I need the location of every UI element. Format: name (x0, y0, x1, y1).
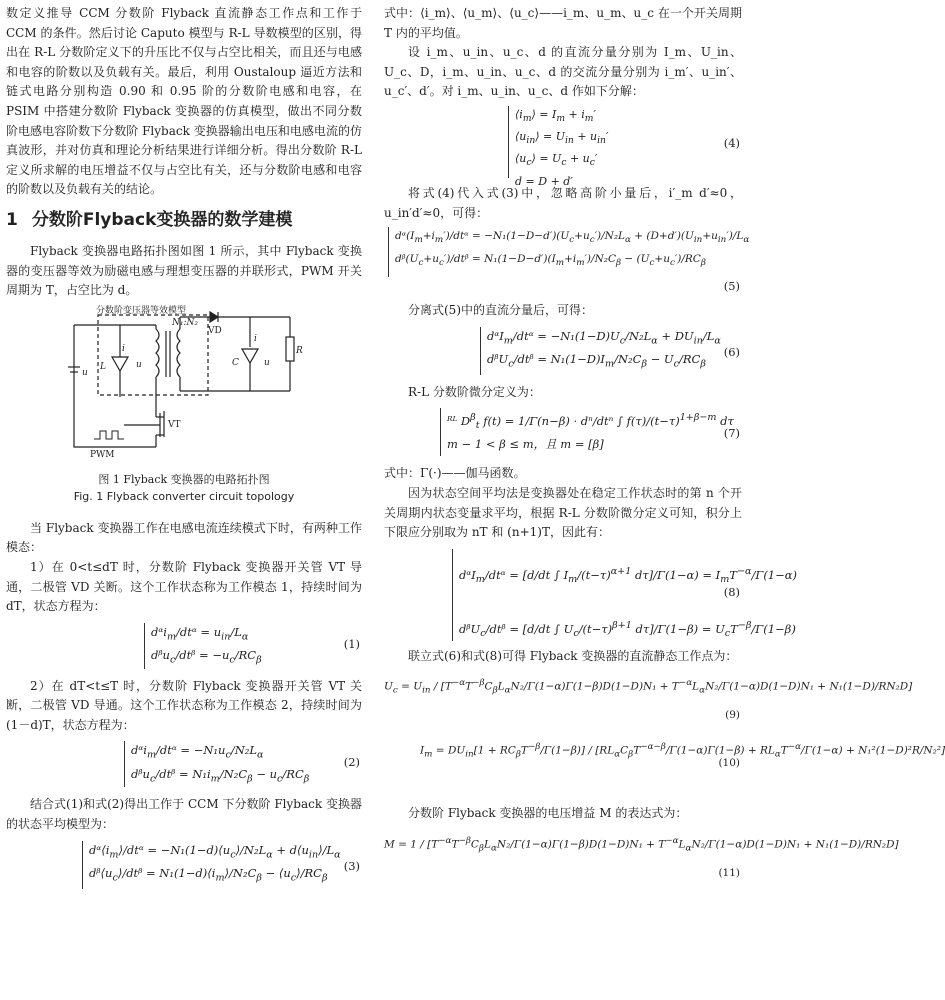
equation-number: (8) (723, 584, 740, 599)
paragraph-average: 结合式(1)和式(2)得出工作于 CCM 下分数阶 Flyback 变换器的状态平均模型为： (6, 797, 362, 832)
um-label: u (136, 359, 142, 370)
diode-label: VD (208, 325, 222, 336)
paragraph-modes: 当 Flyback 变换器工作在电感电流连续模式下时，有两种工作模态： (6, 520, 362, 555)
equation-10: $I_m = DU_{in}[1 + RC_\beta T^{-\beta}/\Gamma(1-\beta)] / [RL_\alpha C_\beta T^{-\alpha-\beta}/\Gamma(1-\alpha)\Gamma(1-\beta) + RL_\alpha T^{-\alpha}/\Gamma(1-\alpha) + N_1^2(1-D)^2R/N_2^2]$ (10) (384, 728, 742, 802)
equation-number: (4) (723, 135, 740, 150)
section-number: 1 (6, 209, 18, 230)
paragraph-mode1: 1）在 0<t≤dT 时，分数阶 Flyback 变换器开关管 VT 导通，二极管 VD 关断。这个工作状态称为工作模态 1，持续时间为 dT，状态方程为： (6, 559, 362, 614)
equation-2: dᵅi$_m$/dtᵅ = $-N_1u_c/N_2L_\alpha$ dᵝu$_c$/dtᵝ = $N_1i_m/N_2C_\beta - u_c/RC_\beta$ (2) (6, 739, 362, 791)
la-label: L (100, 361, 106, 372)
section-heading (6, 208, 362, 232)
circuit-diagram (60, 305, 303, 465)
equation-1: dᵅi$_m$/dtᵅ = $u_{in}/L_\alpha$ dᵝu$_c$/dtᵝ = $-u_c/RC_\beta$ (1) (6, 621, 362, 673)
equation-5: $dᵅ(I_m+i_m')$/dtᵅ = $-N_1(1-D-d')(U_c+u_c')/N_2L_\alpha + (D+d')(U_{in}+u_{in}')/L_\alpha$ $dᵝ(U_c+u_c')$/dtᵝ = $N_1(1-D-d')(I_m+i_m')/N_2C_\beta - (U_c+u_c')/RC_\beta$ (5) (384, 225, 742, 299)
intro-paragraph: 数定义推导 CCM 分数阶 Flyback 直流静态工作点和工作于 CCM 的条件。然后讨论 Caputo 模型与 R-L 导数模型的区别，得出在 R-L 分数阶定义下的升压比不仅与占空比相关，而且还与电感和电容的阶数以及负载有关。最后，利用 Oustaloup 逼近方法和链式电路分别构造 0.90 和 0.95 阶的分数阶电感和电容，在 PSIM 中搭建分数阶 Flyback 变换器的仿真模型，做出不同分数阶电感电容阶数下分数阶 Flyback 变换器输出电压和电感电流的仿真波形，并对仿真和理论分析结果进行详细分析。得出分数阶 R-L 定义所求解的电压增益不仅与占空比有关，还与分数阶电感和电容的阶数以及负载有关的结论。 (6, 6, 362, 197)
turns-ratio-label: N₁:N₂ (172, 317, 198, 328)
figure-caption-cn: 图 1 Flyback 变换器的电路拓扑图 (98, 472, 270, 486)
section-title: 分数阶Flyback变换器的数学建模 (31, 209, 293, 230)
equation-8: dᵅI$_m$/dtᵅ = [d/dt ∫ $I_m/(t-\tau)^{\alpha+1}$ $d\tau]/\Gamma(1-\alpha) = I_mT^{-\alpha}/\Gamma(1-\alpha)$ dᵝU$_c$/dtᵝ = [d/dt ∫ $U_c/(t-\tau)^{\beta+1}$ $d\tau]/\Gamma(1-\beta) = U_cT^{-\beta}/\Gamma(1-\beta)$ (8) (384, 545, 742, 645)
equation-number: (2) (343, 755, 360, 770)
equation-6: dᵅI$_m$/dtᵅ = $-N_1(1-D)U_c/N_2L_\alpha + DU_{in}/L_\alpha$ dᵝU$_c$/dtᵝ = $N_1(1-D)I_m/N_2C_\beta - U_c/RC_\beta$ (6) (384, 323, 742, 381)
equation-number: (11) (718, 866, 740, 879)
equation-9: $U_c = U_{in} / [T^{-\alpha}T^{-\beta}C_\beta L_\alpha N_2/\Gamma(1-\alpha)\Gamma(1-\beta)D(1-D)N_1 + T^{-\alpha}L_\alpha N_2/\Gamma(1-\alpha)D(1-D)N_1 + N_1(1-D)/RN_2D]$ (9) (384, 668, 742, 726)
cb-label: C (232, 357, 239, 368)
resistor-label: R (296, 345, 303, 356)
paragraph-gamma: 式中：Γ(·)——伽马函数。 (384, 466, 526, 481)
equation-4: $⟨i_m⟩ = I_m + i_m'$ $⟨u_{in}⟩ = U_{in} + u_{in}'$ $⟨u_c⟩ = U_c + u_c'$ d = D + d′ (4) (384, 104, 742, 182)
uin-label: u (82, 367, 88, 378)
equation-number: (6) (723, 344, 740, 359)
equation-number: (3) (343, 858, 360, 873)
equation-number: (10) (718, 757, 740, 770)
paragraph-gain: 分数阶 Flyback 变换器的电压增益 M 的表达式为： (408, 806, 688, 821)
paragraph-limits: 因为状态空间平均法是变换器处在稳定工作状态时的第 n 个开关周期内状态变量求平均，根据 R-L 分数阶微分定义可知，积分上下限应分别取为 nT 和 (n+1)T，因此有： (384, 485, 742, 540)
equation-number: (5) (723, 279, 740, 294)
paragraph-topology: Flyback 变换器电路拓扑图如图 1 所示，其中 Flyback 变换器的变压器等效为励磁电感与理想变压器的并联形式，PWM 开关周期为 T，占空比为 d。 (6, 243, 362, 298)
ic-label: i (254, 333, 257, 344)
equation-11: $M = 1 / [T^{-\alpha}T^{-\beta}C_\beta L_\alpha N_2/\Gamma(1-\alpha)\Gamma(1-\beta)D(1-D)N_1 + T^{-\alpha}L_\alpha N_2/\Gamma(1-\alpha)D(1-D)N_1 + N_1(1-D)/RN_2D]$ (11) (384, 826, 742, 884)
figure-circuit (6, 307, 362, 467)
uc-label: u (264, 357, 270, 368)
equation-number: (9) (725, 709, 740, 722)
transformer-box-label: 分数阶变压器等效模型 (96, 305, 187, 316)
paragraph-mode2: 2）在 dT<t≤T 时，分数阶 Flyback 变换器开关管 VT 关断，二极管 VD 导通。这个工作状态称为工作模态 2，持续时间为 (1－d)T，状态方程为： (6, 678, 362, 732)
paragraph-combine: 联立式(6)和式(8)可得 Flyback 变换器的直流静态工作点为： (408, 648, 738, 663)
equation-7: ᴿᴸ $D^\beta_t$ f(t) = 1/Γ(n−β) · dⁿ/dtⁿ ∫ $f(\tau)/(t-\tau)^{1+\beta-m}$ dτ m − 1 < β ≤ m，且 m = [β] (7) (384, 404, 742, 462)
figure-caption-en: Fig. 1 Flyback converter circuit topology (73, 489, 295, 503)
im-label: i (122, 343, 125, 354)
paragraph-rl: R-L 分数阶微分定义为： (408, 384, 541, 399)
equation-number: (7) (723, 426, 740, 441)
switch-label: VT (168, 419, 181, 430)
paragraph-decompose: 设 i_m、u_in、u_c、d 的直流分量分别为 I_m、U_in、U_c、D，i_m、u_in、u_c、d 的交流分量分别为 i_m′、u_in′、u_c′、d′。对 i_m、u_in、u_c、d 作如下分解： (384, 45, 742, 99)
paragraph-substitute: 将式(4)代入式(3)中，忽略高阶小量后，i′_m d′≈0，u_in′d′≈0，可得： (384, 185, 742, 220)
left-column (6, 4, 362, 897)
equation-3: $dᵅ⟨i_m⟩$/dtᵅ = $-N_1(1-d)⟨u_c⟩/N_2L_\alpha$ + $d⟨u_{in}⟩/L_\alpha$ $dᵝ⟨u_c⟩$/dtᵝ = $N_1(1-d)⟨i_m⟩/N_2C_\beta$ − $⟨u_c⟩/RC_\beta$ (3) (6, 839, 362, 893)
paragraph-where: 式中：⟨i_m⟩、⟨u_m⟩、⟨u_c⟩——i_m、u_m、u_c 在一个开关周期 T 内的平均值。 (384, 6, 742, 40)
paragraph-dc: 分离式(5)中的直流分量后，可得： (408, 303, 593, 318)
equation-number: (1) (343, 636, 360, 651)
pwm-label: PWM (90, 449, 115, 460)
right-column (384, 4, 945, 886)
